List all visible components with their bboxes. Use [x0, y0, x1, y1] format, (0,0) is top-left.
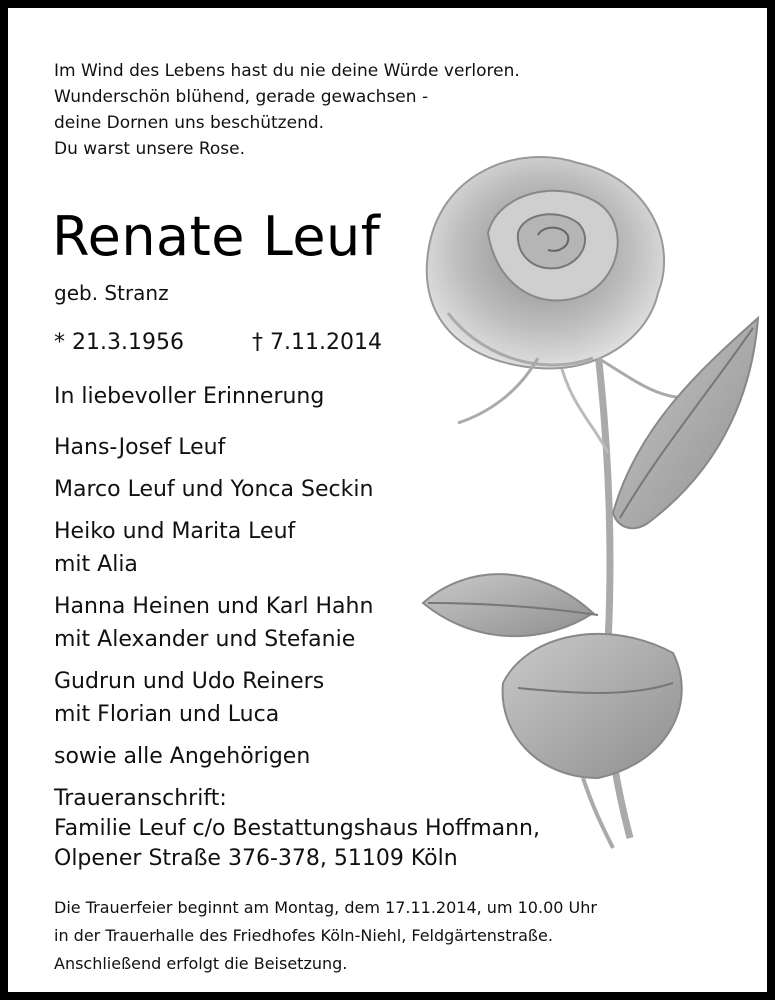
mourner-line: sowie alle Angehörigen: [54, 744, 311, 769]
poem: [54, 58, 520, 162]
poem-line: Wunderschön blühend, gerade gewachsen -: [54, 87, 429, 107]
mourner-group: [54, 665, 373, 731]
mourner-line: Gudrun und Udo Reiners: [54, 669, 325, 694]
mourner-group: [54, 515, 373, 581]
service-info-line: Die Trauerfeier beginnt am Montag, dem 17.11.2014, um 10.00 Uhr: [54, 898, 597, 917]
mourners-list: [54, 431, 373, 782]
mourner-group: [54, 740, 373, 773]
mourner-group: [54, 431, 373, 464]
mourner-line: Hans-Josef Leuf: [54, 435, 226, 460]
deceased-name: Renate Leuf: [52, 205, 381, 268]
mourner-group: [54, 473, 373, 506]
mourner-group: [54, 590, 373, 656]
service-info-line: Anschließend erfolgt die Beisetzung.: [54, 954, 348, 973]
rose-illustration: [408, 123, 775, 858]
service-info-line: in der Trauerhalle des Friedhofes Köln-Niehl, Feldgärtenstraße.: [54, 926, 553, 945]
address-line: Familie Leuf c/o Bestattungshaus Hoffmann,: [54, 816, 540, 841]
mourner-line: Marco Leuf und Yonca Seckin: [54, 477, 374, 502]
mourner-line: mit Florian und Luca: [54, 702, 280, 727]
death-date: † 7.11.2014: [252, 330, 382, 355]
poem-line: Du warst unsere Rose.: [54, 139, 246, 159]
mourner-line: mit Alexander und Stefanie: [54, 627, 356, 652]
poem-line: deine Dornen uns beschützend.: [54, 113, 325, 133]
service-info: [54, 894, 597, 978]
poem-line: Im Wind des Lebens hast du nie deine Würde verloren.: [54, 61, 520, 81]
mourner-line: Heiko und Marita Leuf: [54, 519, 296, 544]
mourner-line: Hanna Heinen und Karl Hahn: [54, 594, 374, 619]
address-heading: Traueranschrift:: [54, 786, 227, 811]
address-line: Olpener Straße 376-378, 51109 Köln: [54, 846, 458, 871]
birth-date: * 21.3.1956: [54, 330, 184, 355]
memorial-intro: In liebevoller Erinnerung: [54, 384, 325, 409]
mourner-line: mit Alia: [54, 552, 138, 577]
mourning-address: [54, 784, 540, 874]
maiden-name: geb. Stranz: [54, 281, 169, 305]
